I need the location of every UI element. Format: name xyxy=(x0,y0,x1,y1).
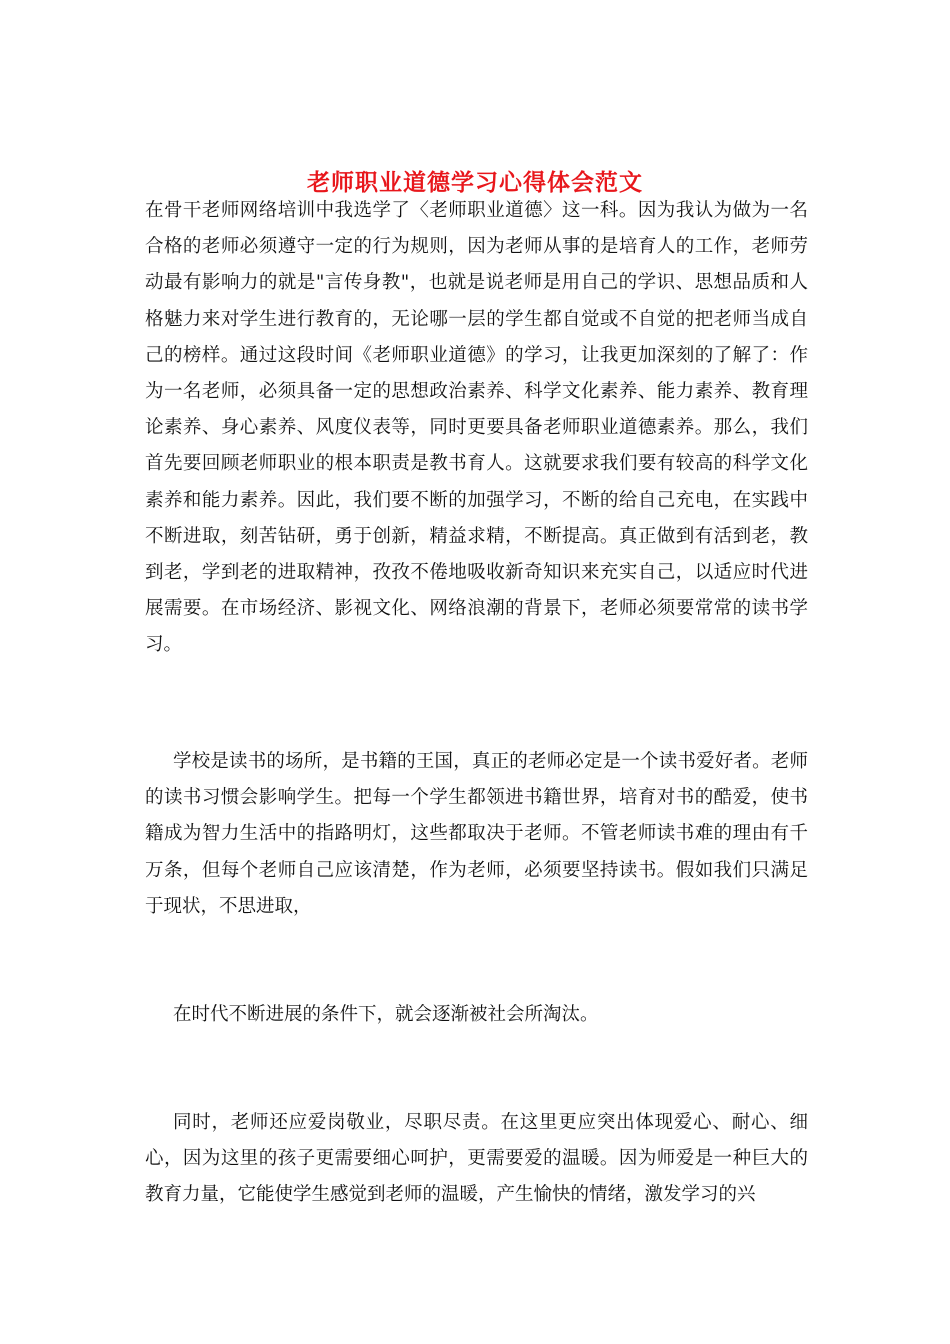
body-paragraph-1: 在骨干老师网络培训中我选学了〈老师职业道德〉这一科。因为我认为做为一名合格的老师必须遵守一定的行为规则，因为老师从事的是培育人的工作，老师劳动最有影响力的就是"言传身教"，也就是说老师是用自己的学识、思想品质和人格魅力来对学生进行教育的，无论哪一层的学生都自觉或不自觉的把老师当成自己的榜样。通过这段时间《老师职业道德》的学习，让我更加深刻的了解了：作为一名老师，必须具备一定的思想政治素养、科学文化素养、能力素养、教育理论素养、身心素养、风度仪表等，同时更要具备老师职业道德素养。那么，我们首先要回顾老师职业的根本职责是教书育人。这就要求我们要有较高的科学文化素养和能力素养。因此，我们要不断的加强学习，不断的给自己充电，在实践中不断进取，刻苦钻研，勇于创新，精益求精，不断提高。真正做到有活到老，教到老，学到老的进取精神，孜孜不倦地吸收新奇知识来充实自己，以适应时代进展需要。在市场经济、影视文化、网络浪潮的背景下，老师必须要常常的读书学习。 xyxy=(145,200,808,656)
body-paragraph-2: 学校是读书的场所，是书籍的王国，真正的老师必定是一个读书爱好者。老师的读书习惯会影响学生。把每一个学生都领进书籍世界，培育对书的酷爱，使书籍成为智力生活中的指路明灯，这些都取决于老师。不管老师读书难的理由有千万条，但每个老师自己应该清楚，作为老师，必须要坚持读书。假如我们只满足于现状，不思进取， xyxy=(145,751,808,917)
body-paragraph-4: 同时，老师还应爱岗敬业，尽职尽责。在这里更应突出体现爱心、耐心、细心，因为这里的孩子更需要细心呵护，更需要爱的温暖。因为师爱是一种巨大的教育力量，它能使学生感觉到老师的温暖，产生愉快的情绪，激发学习的兴 xyxy=(145,1112,808,1206)
document-title: 老师职业道德学习心得体会范文 xyxy=(307,169,643,197)
body-paragraph-3: 在时代不断进展的条件下，就会逐渐被社会所淘汰。 xyxy=(173,1004,599,1025)
